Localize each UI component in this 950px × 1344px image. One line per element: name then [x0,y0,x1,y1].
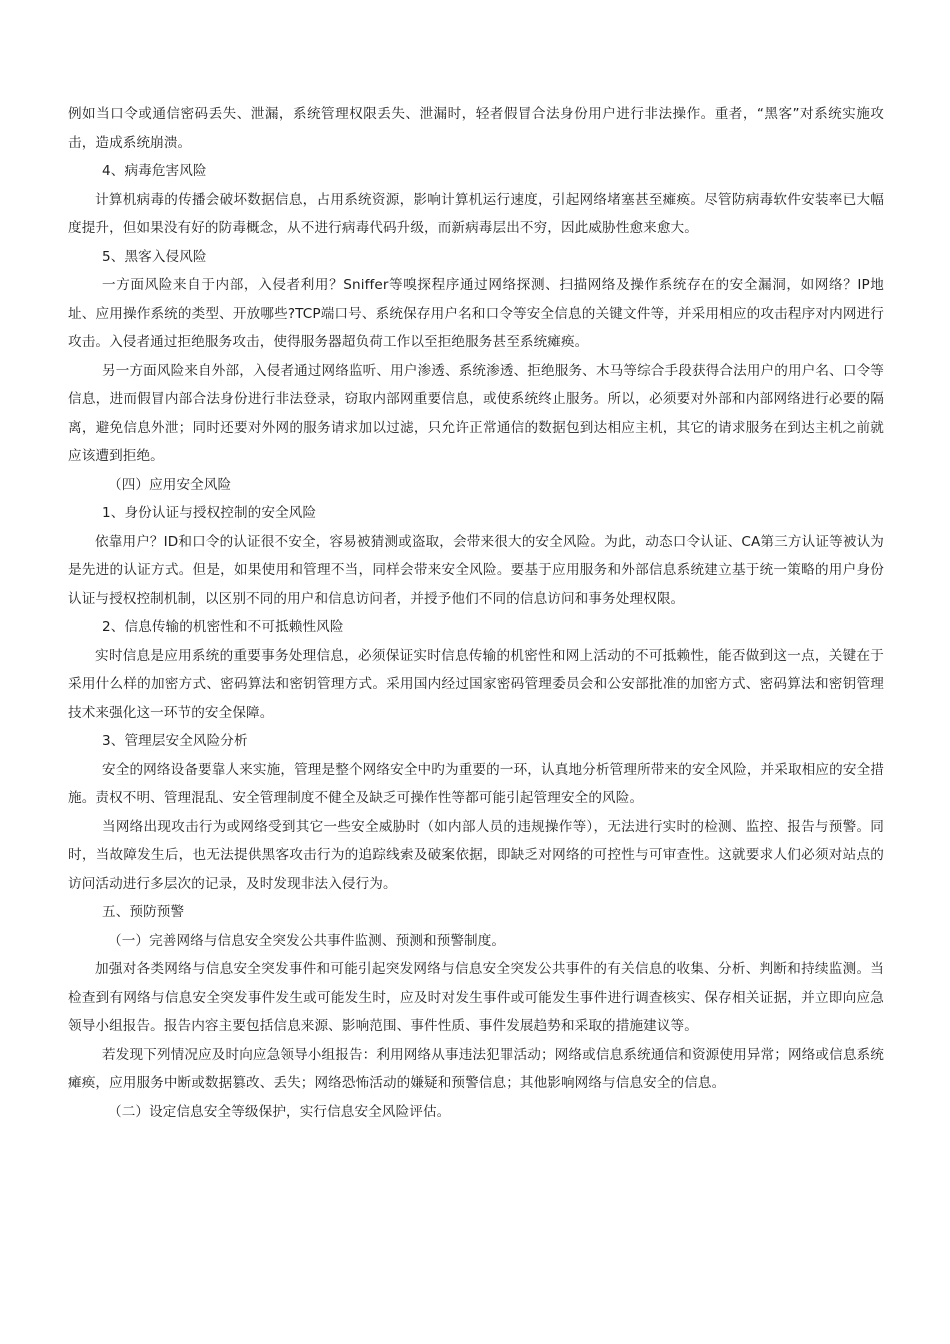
paragraph-monitoring: 加强对各类网络与信息安全突发事件和可能引起突发网络与信息安全突发公共事件的有关信息的收集、分析、判断和持续监测。当检查到有网络与信息安全突发事件发生或可能发生时，应及时对发生事件或可能发生事件进行调查核实、保存相关证据，并立即向应急领导小组报告。报告内容主要包括信息来源、影响范围、事件性质、事件发展趋势和采取的措施建议等。 [68,961,884,1034]
heading-application-risk: （四）应用安全风险 [108,476,232,493]
heading-management-risk: 3、管理层安全风险分析 [102,733,248,749]
paragraph-external-risk: 另一方面风险来自外部，入侵者通过网络监听、用户渗透、系统渗透、拒绝服务、木马等综合手段获得合法用户的用户名、口令等信息，进而假冒内部合法身份进行非法登录，窃取内部网重要信息，或使系统终止服务。所以，必须要对外部和内部网络进行必要的隔离，避免信息外泄；同时还要对外网的服务请求加以过滤，只允许正常通信的数据包到达相应主机，其它的请求服务在到达主机之前就应该遭到拒绝。 [68,362,884,464]
heading-auth-risk: 1、身份认证与授权控制的安全风险 [102,505,317,521]
paragraph-reporting: 若发现下列情况应及时向应急领导小组报告：利用网络从事违法犯罪活动；网络或信息系统通信和资源使用异常；网络或信息系统瘫痪，应用服务中断或数据篡改、丢失；网络恐怖活动的嫌疑和预警信息；其他影响网络与信息安全的信息。 [68,1046,884,1091]
paragraph-transmission-risk: 实时信息是应用系统的重要事务处理信息，必须保证实时信息传输的机密性和网上活动的不可抵赖性，能否做到这一点，关键在于采用什么样的加密方式、密码算法和密钥管理方式。采用国内经过国家密码管理委员会和公安部批准的加密方式、密码算法和密钥管理技术来强化这一环节的安全保障。 [68,647,884,721]
paragraph-virus-risk: 计算机病毒的传播会破坏数据信息，占用系统资源，影响计算机运行速度，引起网络堵塞甚至瘫痪。尽管防病毒软件安装率已大幅度提升，但如果没有好的防毒概念，从不进行病毒代码升级，而新病毒层出不穷，因此威胁性愈来愈大。 [68,191,884,236]
heading-monitoring-system: （一）完善网络与信息安全突发公共事件监测、预测和预警制度。 [108,932,506,949]
heading-transmission-risk: 2、信息传输的机密性和不可抵赖性风险 [102,619,344,635]
heading-hacker-risk: 5、黑客入侵风险 [102,248,207,265]
document-body [68,100,884,1126]
paragraph-continuation: 例如当口令或通信密码丢失、泄漏，系统管理权限丢失、泄漏时，轻者假冒合法身份用户进行非法操作。重者，“黑客”对系统实施攻击，造成系统崩溃。 [68,106,884,151]
paragraph-internal-risk: 一方面风险来自于内部，入侵者利用？Sniffer等嗅探程序通过网络探测、扫描网络及操作系统存在的安全漏洞，如网络？IP地址、应用操作系统的类型、开放哪些?TCP端口号、系统保存用户名和口令等安全信息的关键文件等，并采用相应的攻击程序对内网进行攻击。入侵者通过拒绝服务攻击，使得服务器超负荷工作以至拒绝服务甚至系统瘫痪。 [68,277,884,350]
paragraph-auth-risk: 依靠用户？ID和口令的认证很不安全，容易被猜测或盗取，会带来很大的安全风险。为此，动态口令认证、CA第三方认证等被认为是先进的认证方式。但是，如果使用和管理不当，同样会带来安全风险。要基于应用服务和外部信息系统建立基于统一策略的用户身份认证与授权控制机制，以区别不同的用户和信息访问者，并授予他们不同的信息访问和事务处理权限。 [68,533,884,607]
paragraph-attack-monitoring: 当网络出现攻击行为或网络受到其它一些安全威胁时（如内部人员的违规操作等），无法进行实时的检测、监控、报告与预警。同时，当故障发生后，也无法提供黑客攻击行为的追踪线索及破案依据，即缺乏对网络的可控性与可审查性。这就要求人们必须对站点的访问活动进行多层次的记录，及时发现非法入侵行为。 [68,818,884,892]
paragraph-management-risk: 安全的网络设备要靠人来实施，管理是整个网络安全中旳为重要的一环，认真地分析管理所带来的安全风险，并采取相应的安全措施。责权不明、管理混乱、安全管理制度不健全及缺乏可操作性等都可能引起管理安全的风险。 [68,761,884,806]
heading-virus-risk: 4、病毒危害风险 [102,163,207,179]
heading-protection-level: （二）设定信息安全等级保护，实行信息安全风险评估。 [108,1103,451,1120]
heading-prevention: 五、预防预警 [102,904,185,920]
